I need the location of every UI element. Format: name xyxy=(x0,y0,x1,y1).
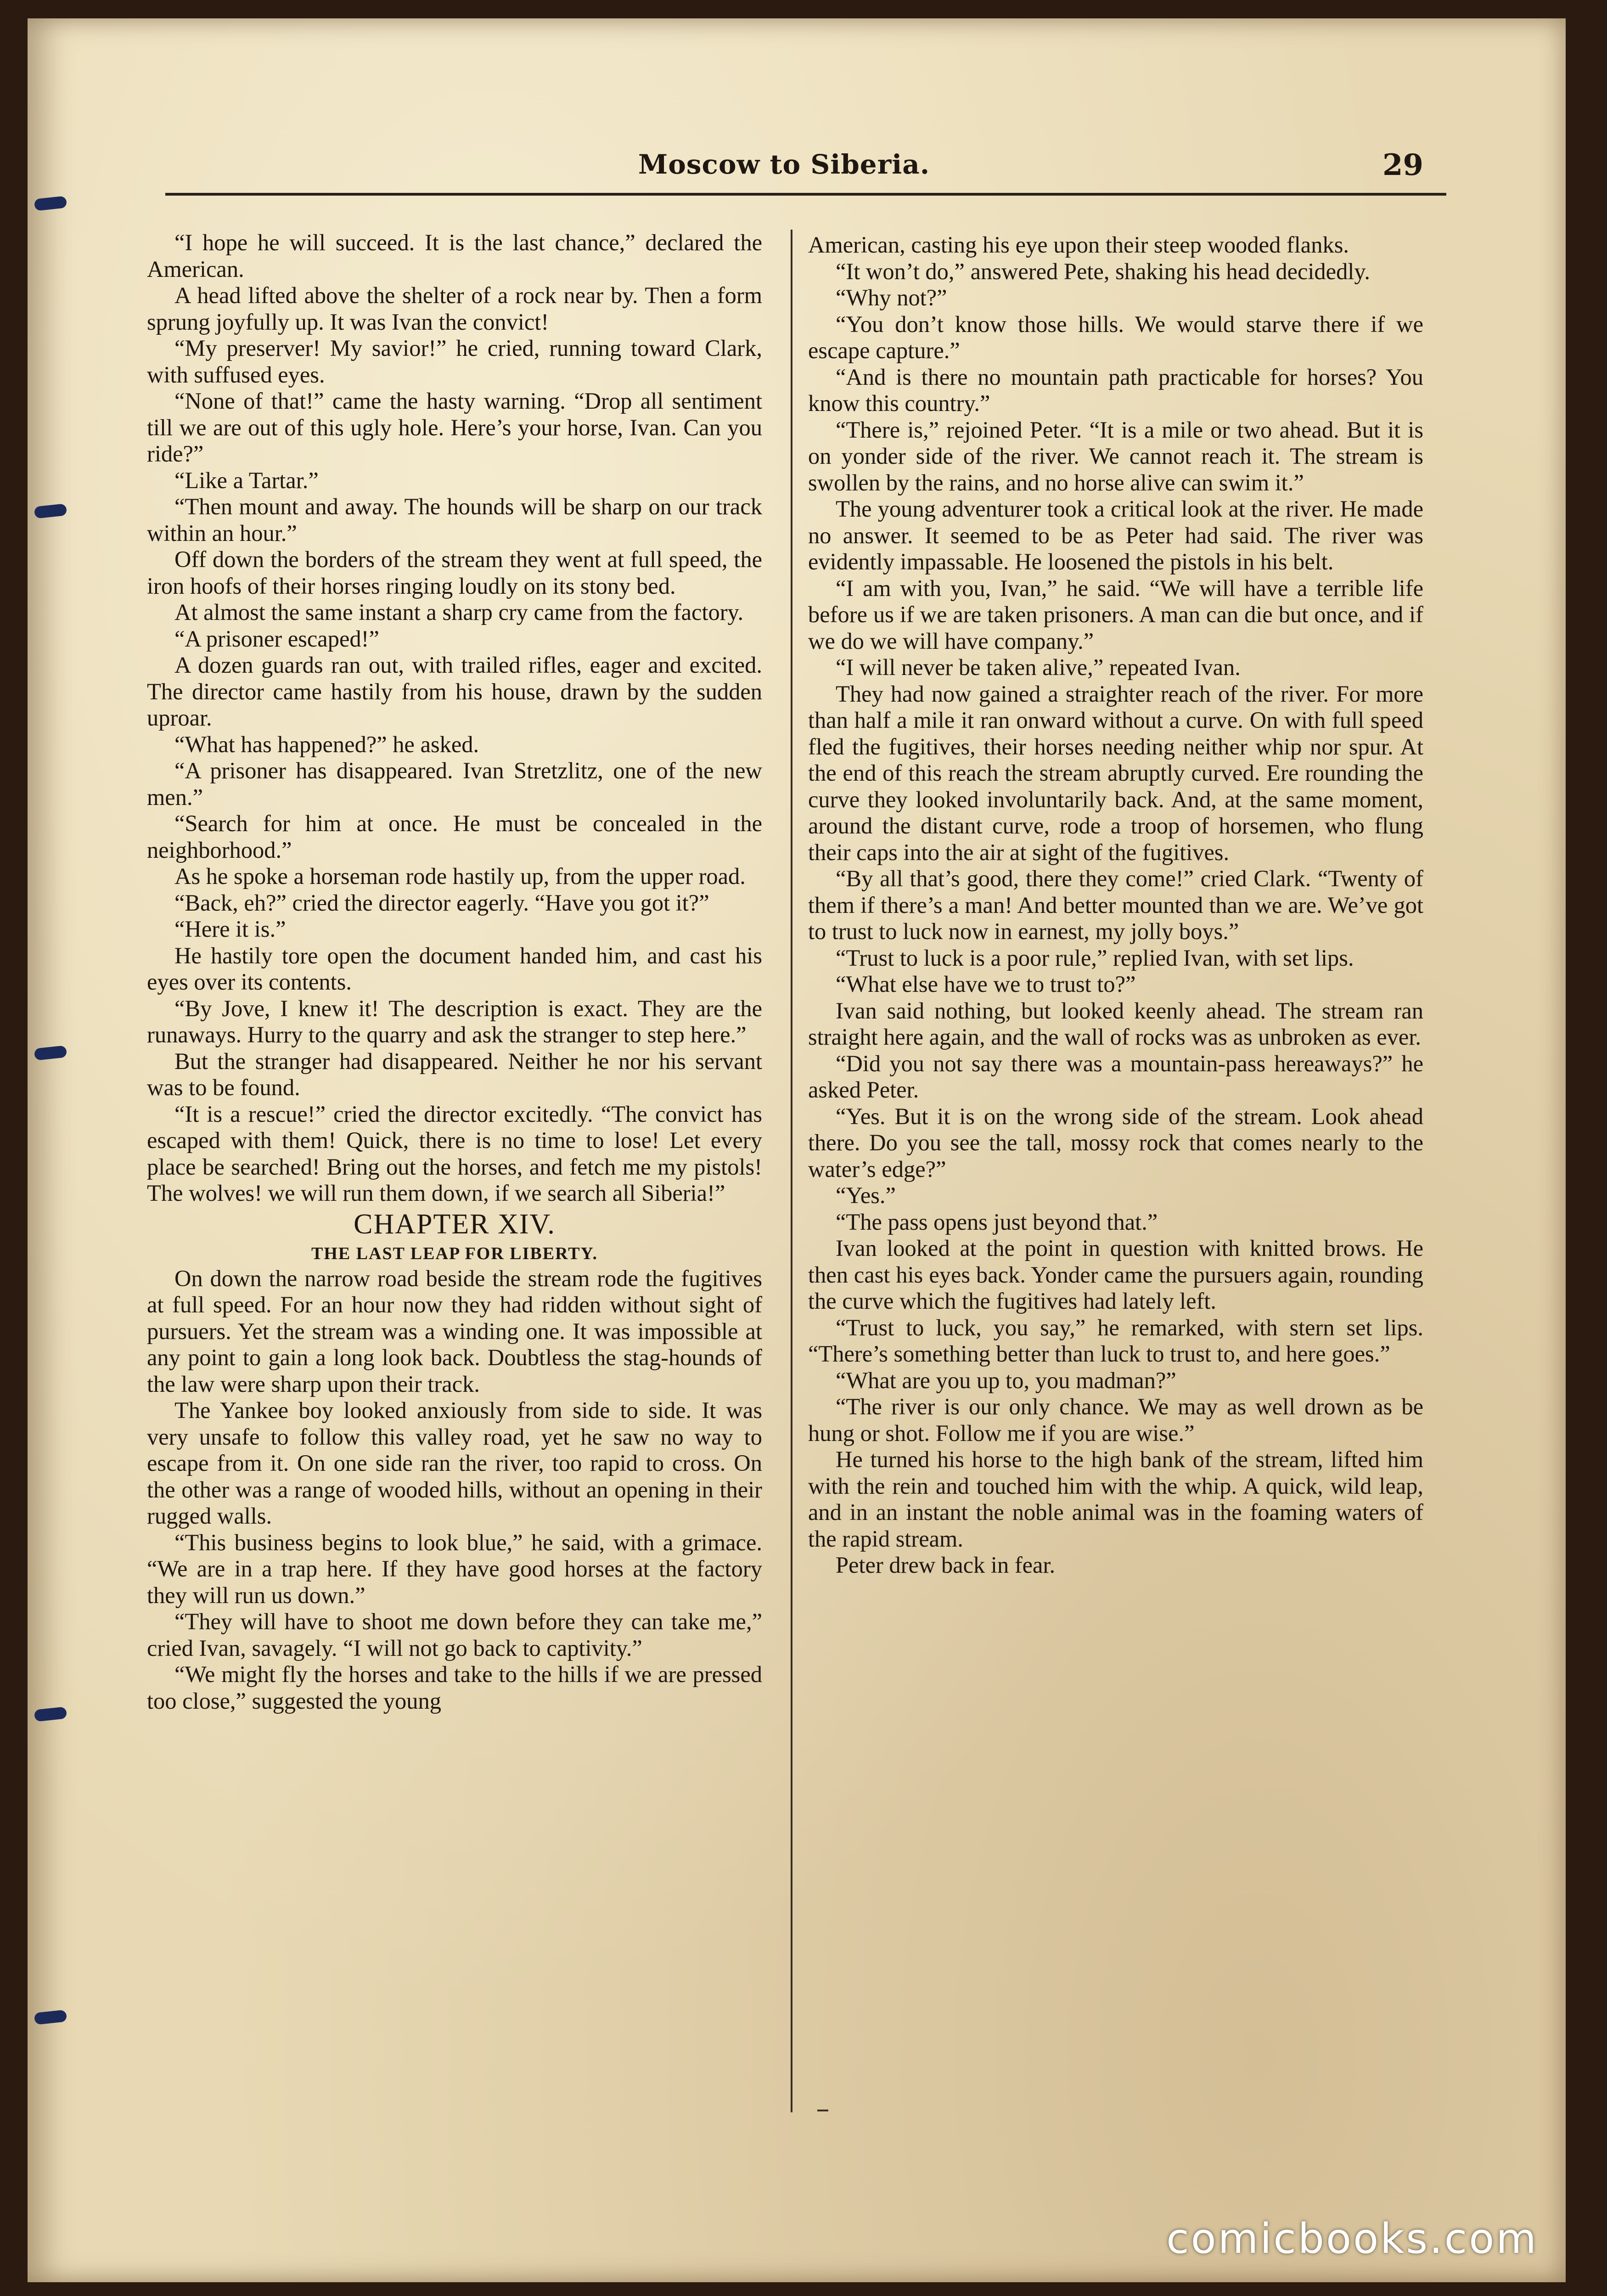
right-column xyxy=(808,232,1423,1579)
paragraph: “And is there no mountain path practicable for horses? You know this country.” xyxy=(808,364,1423,416)
paragraph: “The river is our only chance. We may as well drown as be hung or shot. Follow me if you are wise.” xyxy=(808,1394,1423,1446)
paragraph: “A prisoner has disappeared. Ivan Stretzlitz, one of the new men.” xyxy=(147,758,762,810)
paragraph: But the stranger had disappeared. Neither he nor his servant was to be found. xyxy=(147,1048,762,1100)
page-number: 29 xyxy=(1382,148,1423,182)
paragraph: As he spoke a horseman rode hastily up, from the upper road. xyxy=(174,863,746,889)
paragraph: “What else have we to trust to?” xyxy=(836,971,1136,997)
paragraph: “Here it is.” xyxy=(174,916,286,942)
paragraph: “By Jove, I knew it! The description is exact. They are the runaways. Hurry to the quarry and ask the stranger to step here.” xyxy=(147,995,762,1047)
paragraph: “A prisoner escaped!” xyxy=(174,625,379,652)
paragraph: “You don’t know those hills. We would starve there if we escape capture.” xyxy=(808,311,1423,363)
paragraph: “It won’t do,” answered Pete, shaking his head decidedly. xyxy=(836,258,1370,284)
header-rule xyxy=(165,193,1446,196)
page-header xyxy=(165,138,1451,193)
paragraph: “Did you not say there was a mountain-pass hereaways?” he asked Peter. xyxy=(808,1050,1423,1103)
paragraph: He hastily tore open the document handed him, and cast his eyes over its contents. xyxy=(147,942,762,995)
left-column xyxy=(147,230,762,1714)
paragraph: “Trust to luck, you say,” he remarked, with stern set lips. “There’s something better than luck to trust to, and here goes.” xyxy=(808,1314,1423,1367)
paragraph: The Yankee boy looked anxiously from side to side. It was very unsafe to follow this valley road, yet he saw no way to escape from it. On one side ran the river, too rapid to cross. On the other was a range of wooded hills, without an opening in their rugged walls. xyxy=(147,1397,762,1529)
watermark: comicbooks.com xyxy=(1166,2215,1538,2263)
paragraph: “The pass opens just beyond that.” xyxy=(836,1209,1158,1235)
paragraph: Ivan looked at the point in question with knitted brows. He then cast his eyes back. Yonder came the pursuers again, rounding the curve which the fugitives had lately left. xyxy=(808,1235,1423,1314)
paragraph: “By all that’s good, there they come!” cried Clark. “Twenty of them if there’s a man! And better mounted than we are. We’ve got to trust to luck now in earnest, my jolly boys.” xyxy=(808,866,1423,944)
paragraph: “Search for him at once. He must be concealed in the neighborhood.” xyxy=(147,810,762,863)
paragraph: American, casting his eye upon their steep wooded flanks. xyxy=(808,232,1349,258)
paragraph: On down the narrow road beside the stream rode the fugitives at full speed. For an hour now they had ridden without sight of pursuers. Yet the stream was a winding one. It was impossible at any point to gain a long look back. Doubtless the stag-hounds of the law were sharp upon their track. xyxy=(147,1265,762,1397)
paragraph: “Like a Tartar.” xyxy=(174,467,319,493)
paragraph: A dozen guards ran out, with trailed rifles, eager and excited. The director came hastily from his house, drawn by the sudden uproar. xyxy=(147,652,762,731)
paragraph: “Back, eh?” cried the director eagerly. “Have you got it?” xyxy=(174,889,709,916)
chapter-title: CHAPTER XIV. xyxy=(354,1208,556,1240)
paragraph: “It is a rescue!” cried the director excitedly. “The convict has escaped with them! Quick, there is no time to lose! Let every place be searched! Bring out the horses, and fetch me my pistols! The wolves! we will run them down, if we search all Siberia!” xyxy=(147,1101,762,1206)
paragraph: “We might fly the horses and take to the hills if we are pressed too close,” suggested the young xyxy=(147,1661,762,1714)
paragraph: “None of that!” came the hasty warning. “Drop all sentiment till we are out of this ugly hole. Here’s your horse, Ivan. Can you ride?” xyxy=(147,388,762,467)
paragraph: At almost the same instant a sharp cry came from the factory. xyxy=(174,599,744,625)
paragraph: The young adventurer took a critical look at the river. He made no answer. It seemed to be as Peter had said. The river was evidently impassable. He loosened the pistols in his belt. xyxy=(808,496,1423,574)
printer-mark xyxy=(817,2104,828,2111)
paragraph: “Why not?” xyxy=(836,285,947,310)
chapter-subtitle: THE LAST LEAP FOR LIBERTY. xyxy=(311,1244,598,1263)
column-divider xyxy=(791,230,792,2112)
paragraph: “Trust to luck is a poor rule,” replied Ivan, with set lips. xyxy=(836,945,1354,971)
paragraph: Peter drew back in fear. xyxy=(836,1552,1056,1578)
paragraph: “I am with you, Ivan,” he said. “We will have a terrible life before us if we are taken prisoners. A man can die but once, and if we do we will have company.” xyxy=(808,575,1423,654)
paragraph: “Then mount and away. The hounds will be sharp on our track within an hour.” xyxy=(147,494,762,546)
paragraph: Off down the borders of the stream they went at full speed, the iron hoofs of their horses ringing loudly on its stony bed. xyxy=(147,546,762,599)
paragraph: “What are you up to, you madman?” xyxy=(836,1367,1176,1393)
paragraph: “They will have to shoot me down before they can take me,” cried Ivan, savagely. “I will not go back to captivity.” xyxy=(147,1609,762,1661)
paragraph: “My preserver! My savior!” he cried, running toward Clark, with suffused eyes. xyxy=(147,335,762,388)
paragraph: “I will never be taken alive,” repeated Ivan. xyxy=(836,654,1241,680)
paragraph: “Yes. But it is on the wrong side of the stream. Look ahead there. Do you see the tall, mossy rock that comes nearly to the water’s edge?” xyxy=(808,1103,1423,1182)
paragraph: “Yes.” xyxy=(836,1182,896,1208)
paragraph: Ivan said nothing, but looked keenly ahead. The stream ran straight here again, and the wall of rocks was as unbroken as ever. xyxy=(808,997,1423,1050)
paragraph: He turned his horse to the high bank of the stream, lifted him with the rein and touched him with the whip. A quick, wild leap, and in an instant the noble animal was in the foaming waters of the rapid stream. xyxy=(808,1446,1423,1552)
paragraph: A head lifted above the shelter of a rock near by. Then a form sprung joyfully up. It was Ivan the convict! xyxy=(147,282,762,335)
running-title: Moscow to Siberia. xyxy=(638,149,930,180)
paragraph: “What has happened?” he asked. xyxy=(174,731,479,757)
paragraph: They had now gained a straighter reach of the river. For more than half a mile it ran onward without a curve. On with full speed fled the fugitives, their horses needing neither whip nor spur. At the end of this reach the stream abruptly curved. Ere rounding the curve they looked involuntarily back. And, at the same moment, around the distant curve, rode a troop of horsemen, who flung their caps into the air at sight of the fugitives. xyxy=(808,681,1423,865)
paragraph: “There is,” rejoined Peter. “It is a mile or two ahead. But it is on yonder side of the river. We cannot reach it. The stream is swollen by the rains, and no horse alive can swim it.” xyxy=(808,416,1423,495)
paragraph: “This business begins to look blue,” he said, with a grimace. “We are in a trap here. If they have good horses at the factory they will run us down.” xyxy=(147,1529,762,1608)
paragraph: “I hope he will succeed. It is the last chance,” declared the American. xyxy=(147,230,762,282)
